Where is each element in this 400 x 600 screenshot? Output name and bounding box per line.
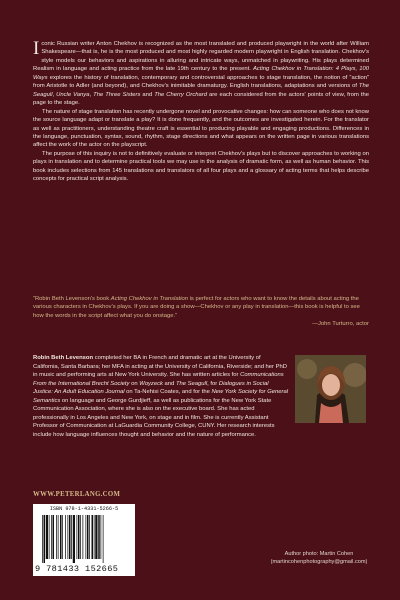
description-paragraph-1: Iconic Russian writer Anton Chekhov is recognized as the most translated and produced playwright in the world after William Shakespeare—that is, he is the most produced and most highly regarded modern playwright in English translation. Chekhov's style models our behaviors and aspirations in alluring and intricate ways, unmatched in playwriting. His plays determined Realism in language and acting practice from the late 19th century to the present. Acting Chekhov in Translation: 4 Plays, 100 Ways explores the history of translation, contemporary and controversial approaches to stage translation, the notion of “action” from Aristotle to Adler (and beyond), and Chekhov's inimitable dramaturgy. English translations, adaptations and versions of The Seagull, Uncle Vanya, The Three Sisters and The Cherry Orchard are each considered from the actors' points of view, from the page to the stage. (33, 38, 370, 107)
barcode-bar (86, 515, 87, 559)
quote-attribution: —John Turturro, actor (312, 321, 369, 328)
barcode-bar (46, 515, 48, 559)
author-portrait-image (295, 355, 366, 423)
barcode-bar (42, 515, 43, 563)
endorsement-quote: “Robin Beth Levenson's book Acting Chekhov in Translation is perfect for actors who want to know the details about acting the various characters in Chekhov's plays. If you are doing a show—Chekhov or any play in translation—this book is helpful to see how the words in the script affect what you do onstage.” —John Turturro, actor (33, 296, 369, 328)
barcode-bar (98, 515, 100, 559)
barcode-bar (77, 515, 78, 559)
barcode-bar (92, 515, 94, 559)
barcode-bar (62, 515, 63, 559)
author-name: Robin Beth Levenson (33, 355, 94, 361)
book-title-inline: Acting Chekhov in Translation: 4 Plays, 100 Ways (33, 66, 370, 81)
book-description (33, 40, 369, 184)
barcode-digits: 9 781433 152665 (35, 564, 119, 574)
barcode-bar (101, 515, 102, 559)
barcode-bar (51, 515, 52, 559)
barcode-bar (89, 515, 90, 559)
barcode-bar (60, 515, 62, 559)
description-paragraph-3: The purpose of this inquiry is not to definitively evaluate or interpret Chekhov's plays but to discover approaches to working on plays in translation and to determine practical tools we may use in the analysis of dramatic form, as well as human behavior. This book includes selections from 145 translations and translators of all four plays and a glossary of acting terms that helps describe concepts for practical script analysis. (33, 150, 369, 183)
barcode-bar (78, 515, 80, 559)
barcode-bar (49, 515, 50, 559)
barcode-bar (68, 515, 69, 559)
barcode-bar (80, 515, 81, 559)
barcode-bar (69, 515, 71, 559)
barcode-bar (94, 515, 95, 559)
description-paragraph-2: The nature of stage translation has recently undergone novel and provocative changes: how can someone who does not know the source language adapt or translate a play? It is done frequently, and the outcomes are investigated herein. For the translator as well as practitioners, understanding theatre craft is essential to producing playable and engaging productions. Differences in the language, punctuation, syntax, sound, rhythm, stage directions and what appears on the written page in various translations affect the work of the actor on the playscript. (33, 108, 369, 149)
author-bio: Robin Beth Levenson completed her BA in French and dramatic art at the University of California, Santa Barbara; her MFA in acting at the University of California, Riverside; and her PhD in music and performing arts at New York University. She has written articles for Communications From the International Brecht Society on Woyzeck and The Seagull, for Dialogues in Social Justice: An Adult Education Journal on Ta-Nehisi Coates, and for the New York Society for General Semantics on language and George Gurdjieff, as well as publications for the New York State Communication Association, where she is also on the executive board. She has acted professionally in Los Angeles and New York, on stage and in film. She is currently Assistant Professor of Communication at LaGuardia Community College, CUNY. Her research interests include how language influences thought and behavior and the nature of performance. (33, 355, 288, 438)
barcode-bar (71, 515, 72, 559)
barcode-bar (95, 515, 97, 559)
drop-cap: I (33, 38, 40, 59)
barcode-bar (53, 515, 55, 559)
barcode-bar (83, 515, 84, 559)
publisher-website[interactable]: WWW.PETERLANG.COM (33, 491, 121, 498)
isbn-barcode (33, 504, 135, 576)
barcode-bars (42, 515, 128, 563)
barcode-bar (44, 515, 46, 563)
barcode-bar (65, 515, 66, 559)
barcode-bar (56, 515, 57, 559)
barcode-bar (73, 515, 75, 563)
barcode-bar (87, 515, 89, 559)
isbn-label: ISBN 978-1-4331-5266-5 (49, 506, 119, 512)
author-photo (295, 355, 366, 423)
barcode-bar (103, 515, 104, 563)
photo-credit: Author photo: Martin Cohen (martincohenphotography@gmail.com) (270, 551, 368, 565)
barcode-bar (58, 515, 59, 559)
